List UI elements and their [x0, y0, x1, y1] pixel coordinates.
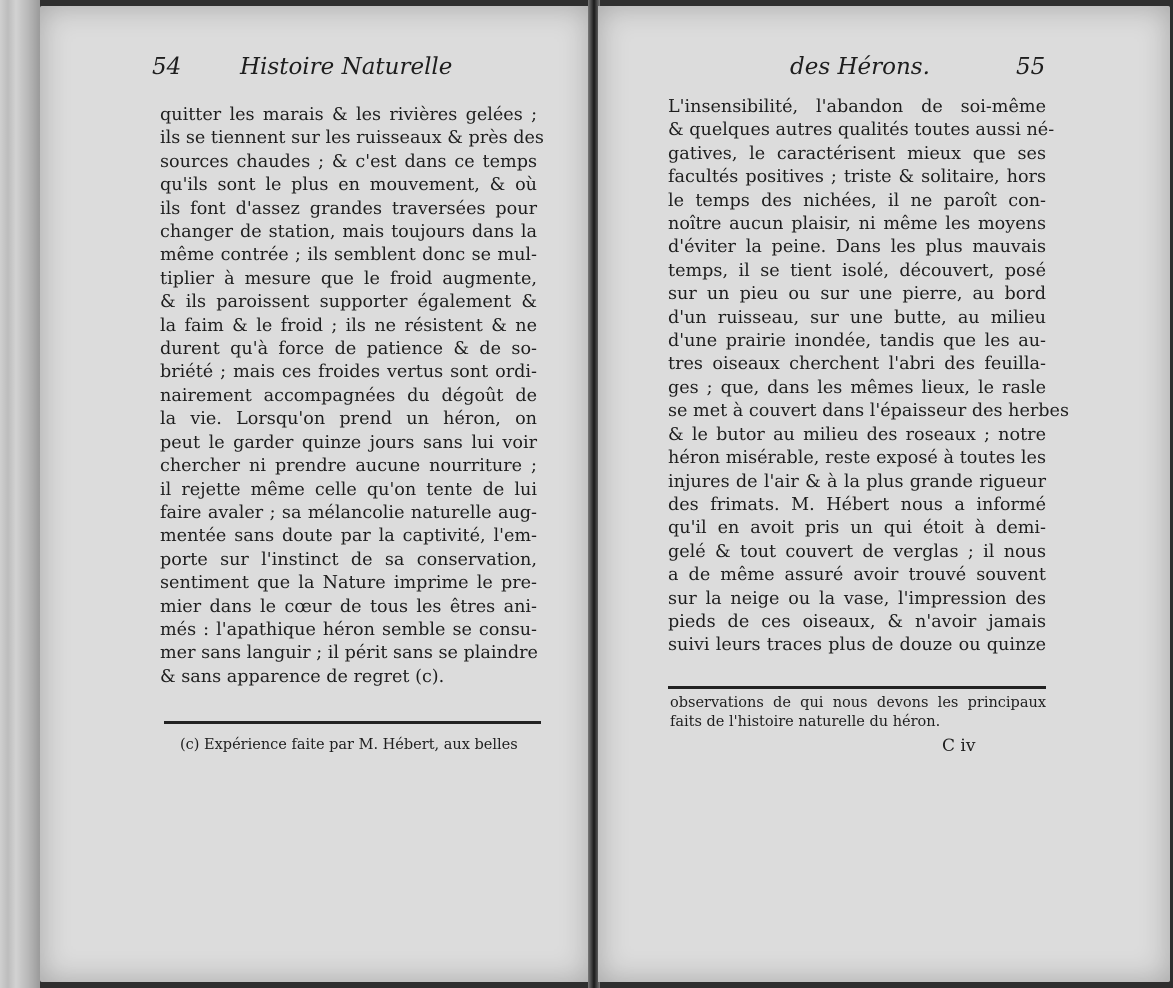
left-text-line: changer de station, mais toujours dans la [160, 222, 537, 243]
right-text-line: temps, il se tient isolé, découvert, posé [668, 260, 1046, 281]
right-text-line: facultés positives ; triste & solitaire, hors [668, 167, 1046, 188]
left-text-line: même contrée ; ils semblent donc se mul- [160, 245, 537, 266]
left-text-line: mier dans le cœur de tous les êtres ani- [160, 596, 537, 617]
right-text-line: suivi leurs traces plus de douze ou quinze [668, 635, 1046, 656]
right-text-line: se met à couvert dans l'épaisseur des herbes [668, 401, 1069, 422]
right-text-line: ges ; que, dans les mêmes lieux, le rasle [668, 377, 1046, 398]
right-text-line: gelé & tout couvert de verglas ; il nous [668, 541, 1046, 562]
left-text-line: qu'ils sont le plus en mouvement, & où [160, 175, 537, 196]
left-text-line: la vie. Lorsqu'on prend un héron, on [160, 409, 537, 430]
left-text-line: briété ; mais ces froides vertus sont ordi- [160, 362, 537, 383]
right-text-line: a de même assuré avoir trouvé souvent [668, 565, 1046, 586]
body-text-left [160, 104, 544, 689]
right-text-line: noître aucun plaisir, ni même les moyens [668, 214, 1046, 235]
right-text-line: injures de l'air & à la plus grande rigueur [668, 471, 1046, 492]
right-text-line: d'une prairie inondée, tandis que les au- [668, 331, 1046, 352]
left-text-line: peut le garder quinze jours sans lui voir [160, 432, 537, 453]
right-text-line: gatives, le caractérisent mieux que ses [668, 143, 1046, 164]
page-number-right: 55 [1016, 54, 1046, 80]
left-text-line: faire avaler ; sa mélancolie naturelle aug- [160, 502, 537, 523]
right-text-line: le temps des nichées, il ne paroît con- [668, 190, 1046, 211]
page-edges [0, 0, 40, 988]
right-text-line: L'insensibilité, l'abandon de soi-même [668, 97, 1046, 117]
right-text-line: tres oiseaux cherchent l'abri des feuilla- [668, 354, 1046, 375]
footnote-right [670, 694, 1046, 732]
right-text-line: qu'il en avoit pris un qui étoit à demi- [668, 518, 1046, 539]
running-head-left: Histoire Naturelle [240, 54, 453, 80]
left-text-line: durent qu'à force de patience & de so- [160, 339, 537, 360]
left-text-line: més : l'apathique héron semble se consu- [160, 619, 537, 640]
footnote-right-line: faits de l'histoire naturelle du héron. [670, 714, 941, 730]
page-number-left: 54 [152, 54, 182, 80]
right-text-line: & quelques autres qualités toutes aussi né- [668, 120, 1055, 141]
right-text-line: sur un pieu ou sur une pierre, au bord [668, 284, 1046, 305]
left-text-line: nairement accompagnées du dégoût de [160, 385, 537, 406]
left-text-line: & ils paroissent supporter également & [160, 292, 537, 313]
left-text-line: sentiment que la Nature imprime le pre- [160, 573, 537, 594]
footnote-rule-right [668, 686, 1046, 689]
footnote-left: (c) Expérience faite par M. Hébert, aux belles [180, 737, 518, 753]
left-text-line: quitter les marais & les rivières gelées ; [160, 105, 537, 125]
right-page [598, 6, 1170, 982]
left-text-line: il rejette même celle qu'on tente de lui [160, 479, 537, 500]
footnote-rule-left [164, 721, 541, 724]
left-text-line: sources chaudes ; & c'est dans ce temps [160, 151, 537, 172]
right-text-line: héron misérable, reste exposé à toutes les [668, 448, 1046, 469]
left-text-line: mentée sans doute par la captivité, l'em- [160, 526, 537, 547]
running-head-right: des Hérons. [790, 54, 930, 80]
left-text-line: tiplier à mesure que le froid augmente, [160, 268, 537, 289]
right-text-line: sur la neige ou la vase, l'impression des [668, 588, 1046, 609]
left-text-line: ils font d'assez grandes traversées pour [160, 198, 537, 219]
body-text-right [668, 96, 1069, 658]
left-text-line: & sans apparence de regret (c). [160, 666, 445, 687]
right-text-line: pieds de ces oiseaux, & n'avoir jamais [668, 611, 1046, 632]
left-text-line: mer sans languir ; il périt sans se plaindre [160, 643, 538, 664]
left-text-line: chercher ni prendre aucune nourriture ; [160, 456, 537, 477]
left-text-line: ils se tiennent sur les ruisseaux & près des [160, 128, 544, 149]
right-text-line: d'un ruisseau, sur une butte, au milieu [668, 307, 1046, 328]
footnote-right-line: observations de qui nous devons les principaux [670, 695, 1046, 711]
signature-mark: C iv [942, 736, 976, 756]
right-text-line: des frimats. M. Hébert nous a informé [668, 494, 1046, 515]
left-page [40, 6, 590, 982]
left-text-line: la faim & le froid ; ils ne résistent & ne [160, 315, 537, 336]
right-text-line: d'éviter la peine. Dans les plus mauvais [668, 237, 1046, 258]
right-text-line: & le butor au milieu des roseaux ; notre [668, 424, 1046, 445]
left-text-line: porte sur l'instinct de sa conservation, [160, 549, 537, 570]
